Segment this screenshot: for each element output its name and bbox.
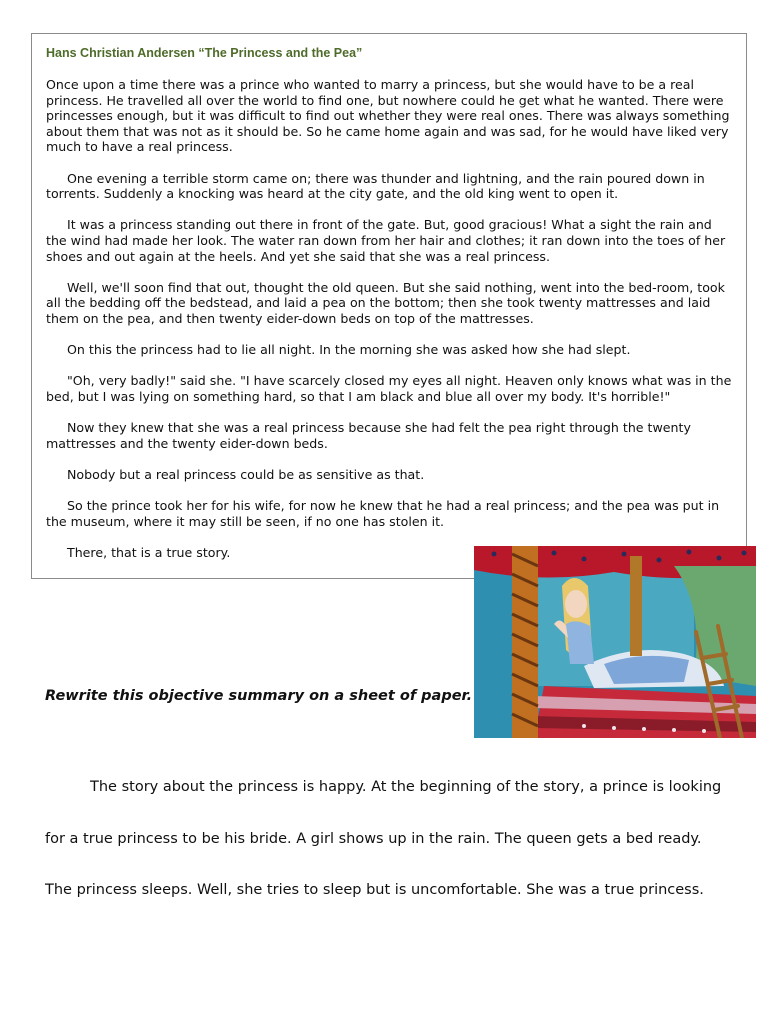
story-paragraph: So the prince took her for his wife, for now he knew that he had a real princess; and the pea was put in the museum, where it may still be seen, if no one has stolen it.	[46, 498, 720, 529]
story-paragraph: Well, we'll soon find that out, thought the old queen. But she said nothing, went into the bed-room, took all the bedding off the bedstead, and laid a pea on the bottom; then she took twenty mattresses and laid them on the pea, and then twenty eider-down beds on top of the mattresses.	[46, 279, 725, 326]
story-paragraph: Nobody but a real princess could be as sensitive as that.	[67, 466, 425, 482]
story-paragraph: "Oh, very badly!" said she. "I have scarcely closed my eyes all night. Heaven only knows what was in the bed, but I was lying on something hard, so that I am black and blue all over my body. It's horrible!"	[46, 373, 732, 404]
story-paragraph: On this the princess had to lie all night. In the morning she was asked how she had slept.	[67, 342, 631, 358]
summary-text: The story about the princess is happy. At the beginning of the story, a prince is looking for a true princess to be his bride. A girl shows up in the rain. The queen gets a bed ready. The princess sleeps. Well, she tries to sleep but is uncomfortable. She was a true princess.	[45, 779, 722, 898]
story-paragraph: Once upon a time there was a prince who wanted to marry a princess, but she would have to be a real princess. He travelled all over the world to find one, but nowhere could he get what he wanted. There were princesses enough, but it was difficult to find out whether they were real ones. There was always something about them that was not as it should be. So he came home again and was sad, for he would have liked very much to have a real princess.	[46, 77, 730, 155]
story-title: Hans Christian Andersen “The Princess and the Pea”	[46, 46, 363, 60]
story-paragraph: Now they knew that she was a real princess because she had felt the pea right through the twenty mattresses and the twenty eider-down beds.	[46, 420, 691, 451]
story-paragraph: There, that is a true story.	[67, 544, 231, 560]
story-box	[31, 33, 747, 579]
story-body	[46, 77, 736, 576]
story-paragraph: One evening a terrible storm came on; there was thunder and lightning, and the rain poured down in torrents. Suddenly a knocking was heard at the city gate, and the old king went to open it.	[46, 170, 705, 202]
summary-paragraph	[45, 762, 729, 917]
instruction-text: Rewrite this objective summary on a sheet of paper.	[45, 688, 473, 704]
princess-illustration	[474, 546, 756, 738]
story-paragraph: It was a princess standing out there in front of the gate. But, good gracious! What a sight the rain and the wind had made her look. The water ran down from her hair and clothes; it ran down into the toes of her shoes and out again at the heels. And yet she said that she was a real princess.	[46, 217, 726, 264]
